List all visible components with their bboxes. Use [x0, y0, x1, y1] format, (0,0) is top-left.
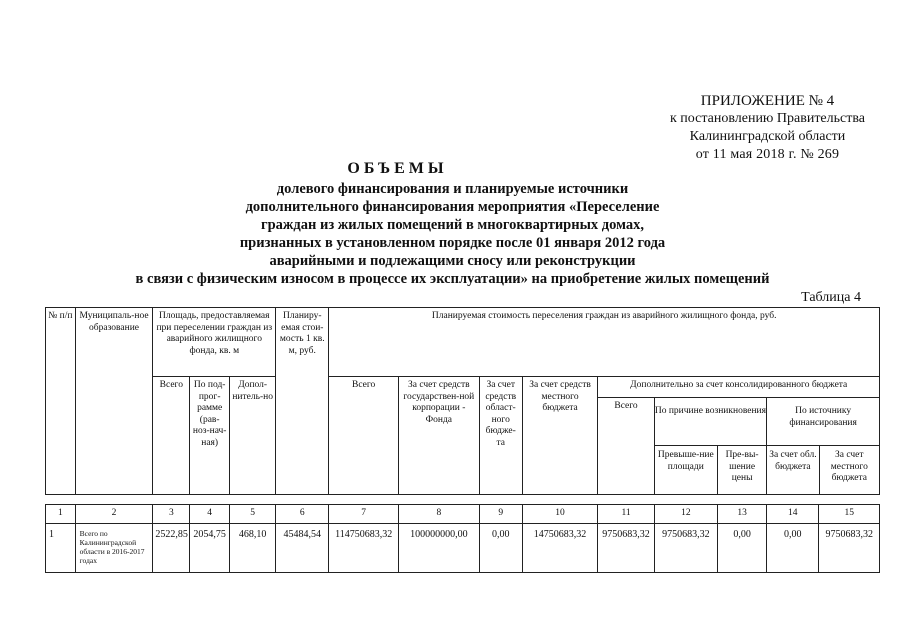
heading-line: граждан из жилых помещений в многоквартирных домах, [260, 217, 644, 233]
cell-cost-local: 14750683,32 [522, 524, 598, 573]
table-row [46, 524, 880, 573]
cell-excess-area: 9750683,32 [654, 524, 717, 573]
cell-municipality: Всего по Калининградской области в 2016-2017 годах [75, 524, 153, 573]
appendix-block [670, 92, 865, 164]
header-planned-cost: Планируемая стоимость переселения граждан из аварийного жилищного фонда, руб. [329, 308, 880, 377]
appendix-date: от 11 мая 2018 г. № 269 [695, 147, 840, 162]
header-cost-regional: За счет средств област-ного бюдже-та [479, 377, 522, 495]
col-number: 7 [329, 505, 399, 524]
cell-cost-fund: 100000000,00 [398, 524, 479, 573]
col-number: 6 [276, 505, 329, 524]
cell-area-additional: 468,10 [230, 524, 276, 573]
table-gap [46, 495, 880, 505]
col-number: 2 [75, 505, 153, 524]
col-number: 14 [767, 505, 819, 524]
header-num: № п/п [46, 308, 76, 495]
header-source: По источнику финансирования [767, 398, 879, 446]
heading-main: ОБЪЕМЫ [347, 160, 448, 177]
col-number: 8 [398, 505, 479, 524]
header-municipality: Муниципаль-ное образование [75, 308, 153, 495]
header-cost-fund: За счет средств государствен-ной корпорации - Фонда [398, 377, 479, 495]
header-consolidated-total: Всего [598, 398, 654, 495]
cell-area-program: 2054,75 [190, 524, 230, 573]
col-number: 3 [153, 505, 190, 524]
col-number: 12 [654, 505, 717, 524]
header-area-program: По под-прог-рамме (рав-ноз-нач-ная) [190, 377, 230, 495]
header-area: Площадь, предоставляемая при переселении граждан из аварийного жилищного фонда, кв. м [153, 308, 276, 377]
cell-excess-price: 0,00 [718, 524, 767, 573]
funding-table [45, 307, 880, 573]
header-reason: По причине возникновения [655, 398, 767, 446]
header-cost-local: За счет средств местного бюджета [522, 377, 598, 495]
appendix-line: к постановлению Правительства [669, 111, 865, 126]
header-area-total: Всего [153, 377, 190, 495]
document-heading [0, 160, 905, 288]
col-number: 4 [190, 505, 230, 524]
cell-cost-regional: 0,00 [479, 524, 522, 573]
cell-consolidated-total: 9750683,32 [598, 524, 654, 573]
header-reason-group [654, 398, 767, 495]
heading-line: дополнительного финансирования мероприятия «Переселение [245, 199, 660, 215]
cell-num: 1 [46, 524, 76, 573]
cell-local-budget: 9750683,32 [819, 524, 880, 573]
heading-line: в связи с физическим износом в процессе их эксплуатации» на приобретение жилых помещений [135, 271, 770, 287]
cell-price-per-sqm: 45484,54 [276, 524, 329, 573]
heading-line: признанных в установленном порядке после 01 января 2012 года [239, 235, 666, 251]
table-label: Таблица 4 [801, 290, 861, 305]
column-numbers-row [46, 505, 880, 524]
header-obl-budget: За счет обл. бюджета [767, 446, 819, 494]
header-source-group [767, 398, 880, 495]
header-price-per-sqm: Планиру-емая стои-мость 1 кв. м, руб. [276, 308, 329, 495]
header-local-budget: За счет местного бюджета [830, 450, 868, 483]
header-excess-price: Пре-вы-шение цены [725, 450, 759, 483]
col-number: 9 [479, 505, 522, 524]
appendix-title: ПРИЛОЖЕНИЕ № 4 [700, 93, 835, 109]
col-number: 5 [230, 505, 276, 524]
cell-obl-budget: 0,00 [767, 524, 819, 573]
header-area-additional: Допол-нитель-но [230, 377, 276, 495]
heading-line: аварийными и подлежащими сносу или реконструкции [269, 253, 636, 269]
col-number: 11 [598, 505, 654, 524]
appendix-line: Калининградской области [689, 129, 846, 144]
header-excess-area: Превыше-ние площади [655, 446, 718, 494]
col-number: 13 [718, 505, 767, 524]
heading-line: долевого финансирования и планируемые источники [276, 181, 629, 197]
col-number: 1 [46, 505, 76, 524]
col-number: 10 [522, 505, 598, 524]
cell-cost-total: 114750683,32 [329, 524, 399, 573]
cell-area-total: 2522,85 [153, 524, 190, 573]
header-consolidated: Дополнительно за счет консолидированного бюджета [598, 377, 880, 398]
col-number: 15 [819, 505, 880, 524]
header-cost-total: Всего [329, 377, 399, 495]
